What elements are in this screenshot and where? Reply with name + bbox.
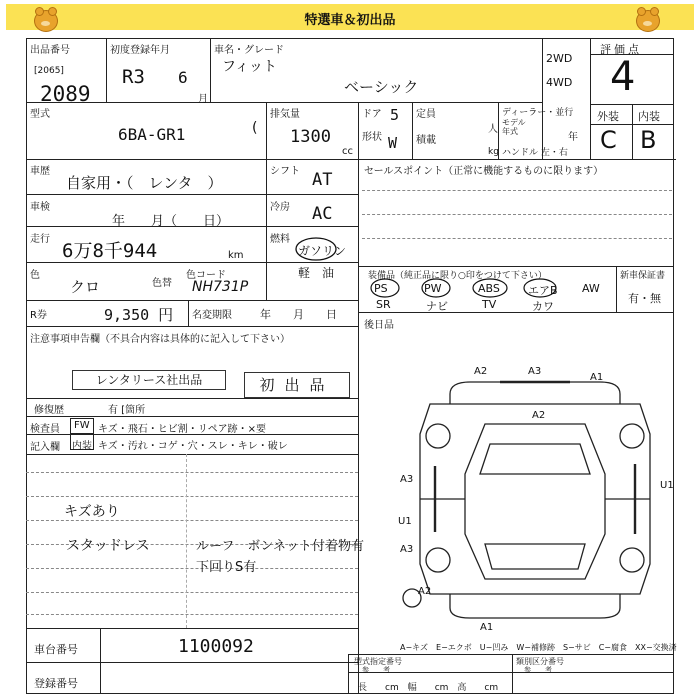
load-label: 積載 — [416, 135, 436, 146]
equip-ps: PS — [374, 282, 388, 295]
shape: W — [388, 134, 398, 152]
car-roof-outline — [465, 424, 605, 579]
chassis-number: 1100092 — [178, 636, 254, 657]
disp-label: 排気量 — [270, 109, 300, 120]
month-unit: 月 — [198, 94, 208, 105]
color-label: 色 — [30, 270, 40, 281]
lot-label: 出品番号 — [30, 45, 70, 56]
damage-u1-left: U1 — [398, 516, 412, 527]
ac: AC — [312, 204, 333, 224]
sales-point-label: セールスポイント（正常に機能するものに限ります） — [364, 166, 604, 177]
damage-u1-right: U1 — [660, 480, 674, 491]
shift-label: シフト — [270, 166, 300, 177]
shape-label: 形状 — [362, 132, 382, 143]
equip-pw: PW — [424, 282, 442, 295]
kg-unit: kg — [488, 147, 499, 157]
equip-aw: AW — [582, 282, 600, 295]
doors: 5 — [390, 106, 400, 124]
chassis-label: 車台番号 — [34, 643, 78, 656]
meigi-label: 名変期限 — [192, 310, 232, 321]
meigi: 年 月 日 — [260, 308, 337, 321]
damage-a1-rear: A1 — [480, 622, 494, 633]
entry-label: 記入欄 — [30, 442, 60, 453]
repair: 有 [箇所 — [108, 405, 146, 416]
new-car-warranty-label: 新車保証書 — [620, 271, 666, 281]
car-rear-window — [485, 544, 585, 569]
lot-number: 2089 — [40, 82, 91, 106]
damage-a2-rear: A2 — [418, 586, 432, 597]
fuel-options: ガソリン 軽 油 — [298, 244, 347, 280]
rental-stamp: レンタリース社出品 — [72, 370, 226, 390]
paren-open: ( — [252, 120, 258, 136]
reg-year: R3 — [122, 66, 145, 88]
check-fw-items: キズ・飛石・ヒビ割・リペア跡・×要 — [98, 424, 266, 435]
color-change-label: 色替 — [152, 278, 172, 289]
damage-a3-left-rear: A3 — [400, 544, 414, 555]
wheel-front-right — [620, 424, 644, 448]
fuel-label: 燃料 — [270, 234, 290, 245]
exterior-label: 外装 — [597, 110, 619, 123]
page-title: 特選車＆初出品 — [304, 13, 396, 28]
person-unit: 人 — [488, 124, 498, 135]
mileage-label: 走行 — [30, 234, 50, 245]
model-code: 6BA-GR1 — [118, 125, 186, 144]
drive-4wd: 4WD — [546, 76, 573, 89]
after-items-label: 後日品 — [364, 320, 394, 331]
car-damage-diagram — [390, 364, 680, 634]
reference-1: 参 考 — [362, 666, 390, 674]
check-interior: 内装 — [72, 441, 92, 452]
equip-tv: TV — [482, 298, 497, 311]
bear-logo-icon-right — [636, 10, 660, 32]
drive-2wd: 2WD — [546, 52, 573, 65]
interior-grade: B — [640, 126, 657, 154]
interior-label: 内装 — [638, 110, 660, 123]
car-windshield — [480, 444, 590, 474]
ac-label: 冷房 — [270, 202, 290, 213]
dealer-label: ディーラー・並行 — [502, 108, 574, 118]
equip-abs: ABS — [478, 282, 500, 295]
exterior-grade: C — [600, 126, 617, 154]
rating-label: 評価点 — [600, 43, 642, 56]
type-label: 型式 — [30, 109, 50, 120]
damage-a1-front: A1 — [590, 372, 604, 383]
check-label: 検査員 — [30, 424, 60, 435]
damage-a2-front: A2 — [474, 366, 488, 377]
wheel-rear-left — [426, 548, 450, 572]
car-name: フィット — [222, 59, 277, 75]
car-front-bumper — [450, 382, 620, 404]
equip-sr: SR — [376, 298, 391, 311]
equipment-label: 装備品（純正品に限り○印をつけて下さい） — [368, 271, 547, 281]
first-reg-label: 初度登録年月 — [110, 45, 170, 56]
handle-label: ハンドル 左・右 — [502, 148, 568, 158]
new-car-warranty: 有・無 — [628, 292, 661, 305]
type-cert-label: 型式指定番号 — [354, 657, 402, 666]
damage-a3-left: A3 — [400, 474, 414, 485]
color-code-label: 色コード — [186, 270, 226, 281]
history: 自家用・（ レンタ ） — [66, 174, 223, 192]
km-unit: km — [228, 250, 244, 261]
remark-1: キズあり — [64, 504, 120, 520]
color-code: NH731P — [192, 279, 249, 295]
equipment-circle-marks — [364, 276, 564, 300]
year-unit: 年 — [568, 132, 578, 143]
mileage: 6万8千944 — [62, 240, 158, 262]
inspection: 年 月（ 日） — [112, 214, 230, 229]
rating-score: 4 — [610, 54, 636, 100]
remark-2: スタッドレス — [66, 538, 150, 554]
history-label: 車歴 — [30, 166, 50, 177]
dimensions: 長 cm 幅 cm 高 cm — [358, 683, 499, 693]
remark-3: ルーフ ボンネット付着物有 — [196, 539, 364, 554]
remark-4: 下回りS有 — [196, 560, 257, 575]
repair-label: 修復歴 — [34, 405, 64, 416]
color: クロ — [70, 278, 101, 296]
class-label: 類別区分番号 — [516, 657, 564, 666]
damage-a3-front: A3 — [528, 366, 542, 377]
reference-2: 参 考 — [524, 666, 552, 674]
check-fw: FW — [74, 420, 90, 431]
damage-legend: A−キズ E−エクボ U−凹み W−補修跡 S−サビ C−腐食 XX−交換済 — [400, 643, 677, 652]
reg-month: 6 — [178, 68, 188, 87]
recycle: 9,350 円 — [104, 306, 174, 324]
equip-navi: ナビ — [426, 300, 448, 313]
wheel-front-left — [426, 424, 450, 448]
door-label: ドア — [362, 109, 382, 120]
car-name-label: 車名・グレード — [214, 45, 284, 56]
first-listing-stamp: 初出品 — [244, 372, 350, 398]
header-banner — [6, 4, 694, 30]
reg-number-label: 登録番号 — [34, 677, 78, 690]
lot-small: [2065] — [34, 66, 64, 76]
capacity-label: 定員 — [416, 109, 436, 120]
model-year-label: モデル 年式 — [502, 118, 526, 136]
equip-leather: カワ — [532, 300, 554, 313]
recycle-label: R券 — [30, 310, 47, 321]
shift: AT — [312, 170, 333, 190]
notes-label: 注意事項申告欄（不具合内容は具体的に記入して下さい） — [30, 334, 290, 345]
check-interior-items: キズ・汚れ・コゲ・穴・スレ・キレ・破レ — [98, 441, 288, 452]
car-rear-bumper — [450, 594, 620, 618]
equip-airbag: エアB — [528, 284, 558, 297]
damage-a2-roof: A2 — [532, 410, 546, 421]
displacement: 1300 — [290, 127, 331, 147]
inspection-label: 車検 — [30, 202, 50, 213]
fuel-circle-mark — [294, 236, 338, 262]
car-grade: ベーシック — [344, 78, 419, 96]
wheel-rear-right — [620, 548, 644, 572]
cc-unit: cc — [342, 146, 353, 157]
